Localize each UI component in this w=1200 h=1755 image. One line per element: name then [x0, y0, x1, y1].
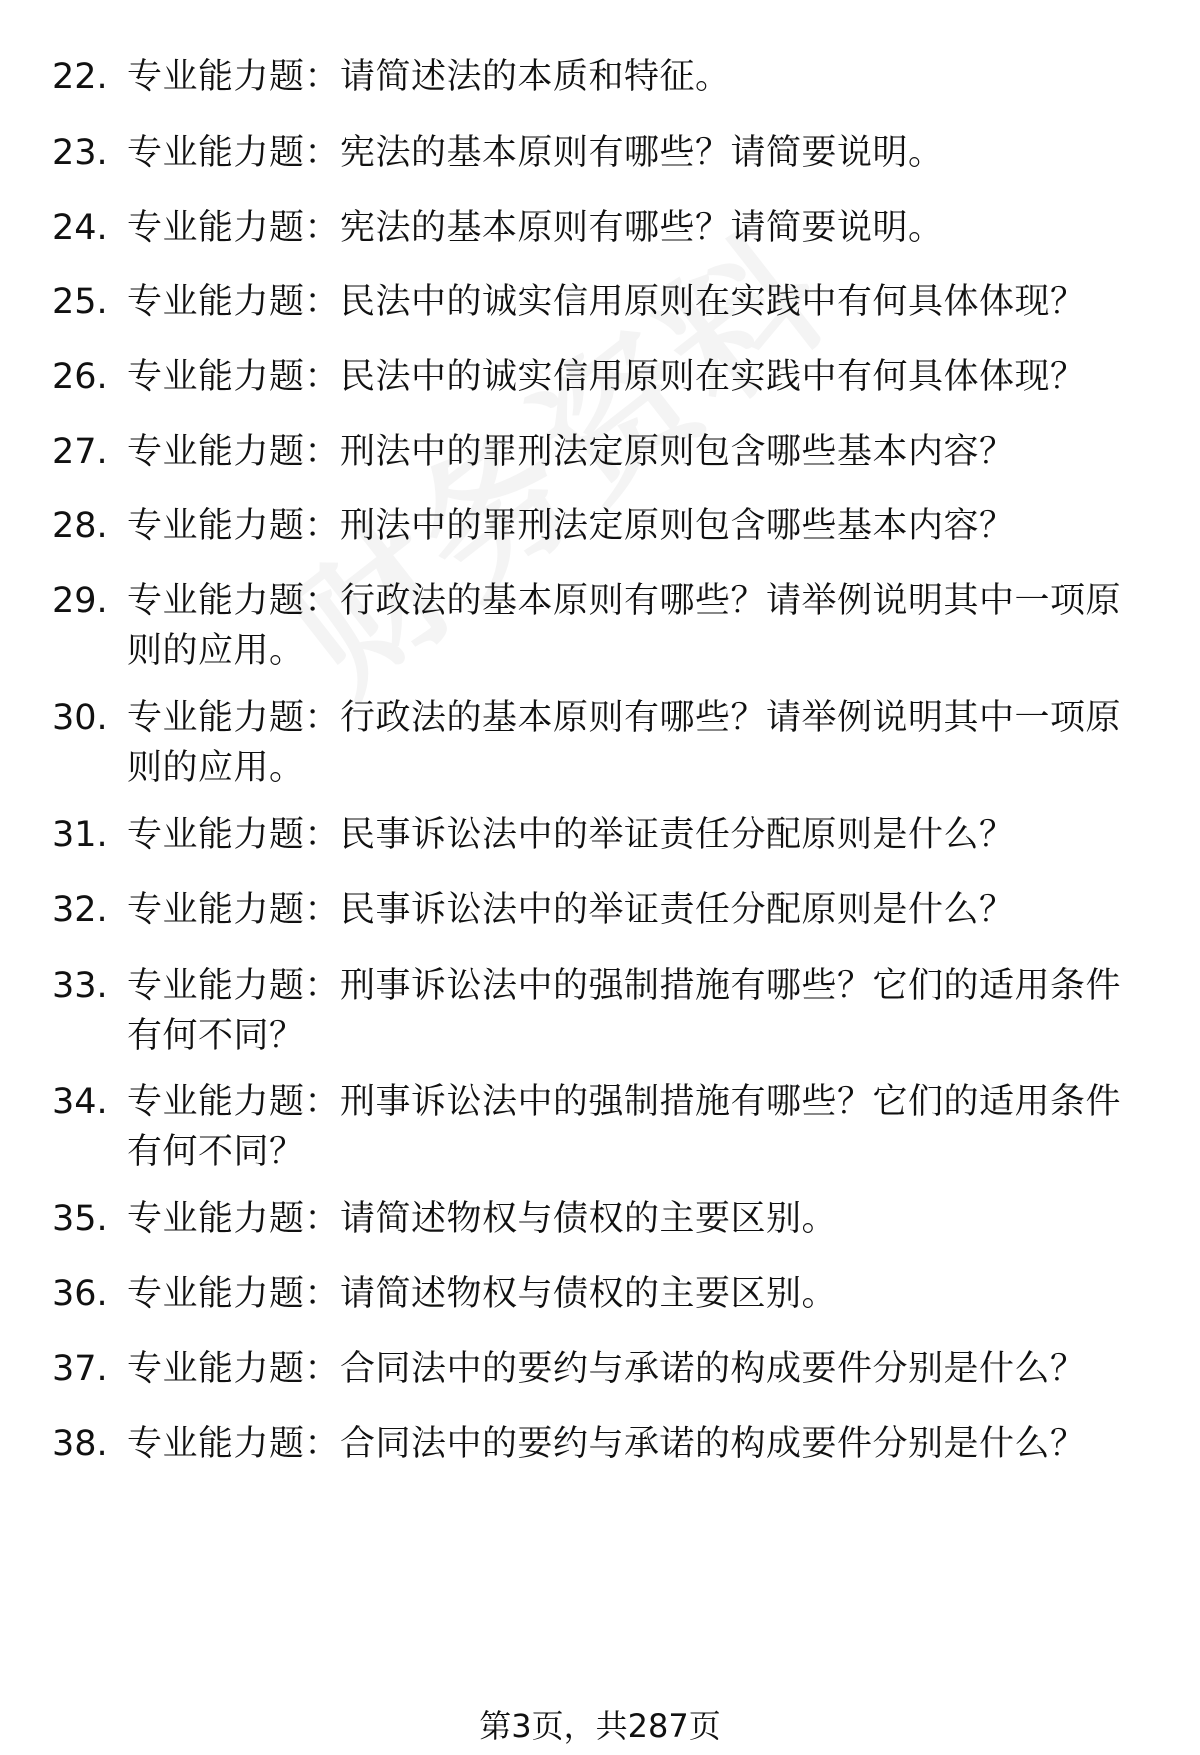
- question-number: 22.: [52, 57, 108, 97]
- question-category: 专业能力题：: [127, 1349, 341, 1389]
- question-body: [127, 961, 1147, 1061]
- question-number: 32.: [52, 890, 108, 930]
- question-category: 专业能力题：: [127, 1424, 341, 1464]
- question-text: 请简述法的本质和特征。: [340, 57, 731, 97]
- question-category: 专业能力题：: [127, 581, 341, 621]
- question-body: [127, 427, 1147, 477]
- question-category: 专业能力题：: [127, 698, 341, 738]
- question-text: 行政法的基本原则有哪些？请举例说明其中一项原则的应用。: [127, 581, 1122, 671]
- question-category: 专业能力题：: [127, 815, 341, 855]
- question-body: [127, 1344, 1147, 1394]
- question-body: [127, 1269, 1147, 1319]
- question-body: [127, 128, 1147, 178]
- question-category: 专业能力题：: [127, 208, 341, 248]
- question-number: 33.: [52, 966, 108, 1006]
- question-text: 请简述物权与债权的主要区别。: [340, 1199, 838, 1239]
- question-category: 专业能力题：: [127, 357, 341, 397]
- question-category: 专业能力题：: [127, 282, 341, 322]
- question-category: 专业能力题：: [127, 966, 341, 1006]
- question-text: 合同法中的要约与承诺的构成要件分别是什么？: [340, 1349, 1086, 1389]
- question-body: [127, 1194, 1147, 1244]
- question-body: [127, 277, 1147, 327]
- question-text: 民法中的诚实信用原则在实践中有何具体体现？: [340, 357, 1086, 397]
- question-text: 合同法中的要约与承诺的构成要件分别是什么？: [340, 1424, 1086, 1464]
- question-number: 26.: [52, 357, 108, 397]
- question-category: 专业能力题：: [127, 506, 341, 546]
- question-category: 专业能力题：: [127, 432, 341, 472]
- question-number: 36.: [52, 1274, 108, 1314]
- question-text: 宪法的基本原则有哪些？请简要说明。: [340, 208, 944, 248]
- question-number: 28.: [52, 506, 108, 546]
- question-category: 专业能力题：: [127, 133, 341, 173]
- question-number: 23.: [52, 133, 108, 173]
- question-text: 刑法中的罪刑法定原则包含哪些基本内容？: [340, 506, 1015, 546]
- question-text: 民事诉讼法中的举证责任分配原则是什么？: [340, 890, 1015, 930]
- question-body: [127, 810, 1147, 860]
- question-text: 刑事诉讼法中的强制措施有哪些？它们的适用条件有何不同？: [127, 1082, 1122, 1172]
- question-number: 24.: [52, 208, 108, 248]
- question-text: 民事诉讼法中的举证责任分配原则是什么？: [340, 815, 1015, 855]
- question-number: 30.: [52, 698, 108, 738]
- question-body: [127, 52, 1147, 102]
- question-text: 刑法中的罪刑法定原则包含哪些基本内容？: [340, 432, 1015, 472]
- question-number: 29.: [52, 581, 108, 621]
- question-body: [127, 576, 1147, 676]
- question-category: 专业能力题：: [127, 1199, 341, 1239]
- question-text: 刑事诉讼法中的强制措施有哪些？它们的适用条件有何不同？: [127, 966, 1122, 1056]
- question-body: [127, 501, 1147, 551]
- question-number: 31.: [52, 815, 108, 855]
- question-number: 34.: [52, 1082, 108, 1122]
- question-body: [127, 1419, 1147, 1469]
- question-text: 民法中的诚实信用原则在实践中有何具体体现？: [340, 282, 1086, 322]
- question-text: 请简述物权与债权的主要区别。: [340, 1274, 838, 1314]
- page-number-footer: 第3页，共287页: [479, 1707, 721, 1745]
- question-category: 专业能力题：: [127, 890, 341, 930]
- question-body: [127, 1077, 1147, 1177]
- question-body: [127, 693, 1147, 793]
- question-text: 行政法的基本原则有哪些？请举例说明其中一项原则的应用。: [127, 698, 1122, 788]
- question-body: [127, 885, 1147, 935]
- question-body: [127, 203, 1147, 253]
- question-number: 25.: [52, 282, 108, 322]
- question-category: 专业能力题：: [127, 57, 341, 97]
- question-number: 27.: [52, 432, 108, 472]
- question-text: 宪法的基本原则有哪些？请简要说明。: [340, 133, 944, 173]
- question-category: 专业能力题：: [127, 1082, 341, 1122]
- question-number: 35.: [52, 1199, 108, 1239]
- question-category: 专业能力题：: [127, 1274, 341, 1314]
- question-number: 37.: [52, 1349, 108, 1389]
- question-body: [127, 352, 1147, 402]
- question-number: 38.: [52, 1424, 108, 1464]
